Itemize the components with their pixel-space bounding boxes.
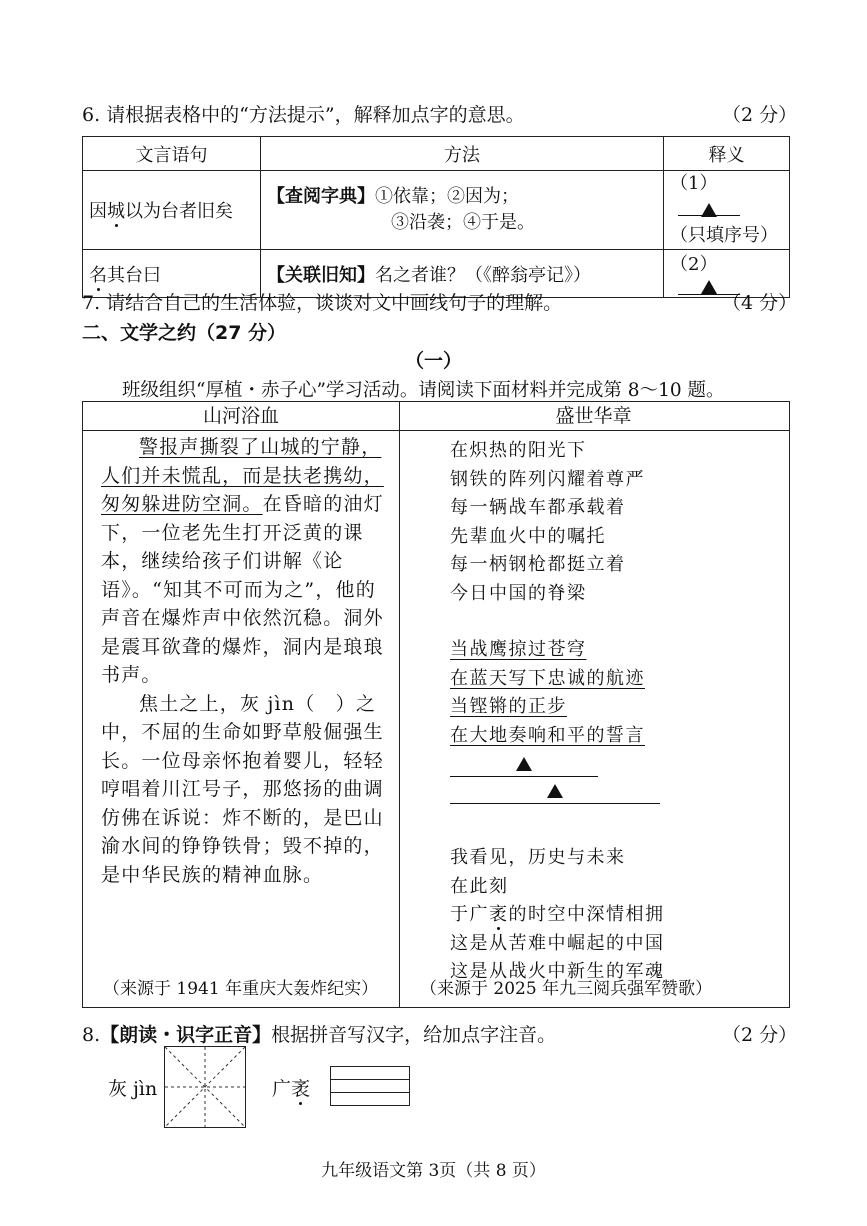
method-tag: 【查阅字典】 xyxy=(267,186,375,207)
pinyin-grid[interactable] xyxy=(330,1066,410,1104)
writing-grid[interactable] xyxy=(164,1046,246,1128)
q8-item2-label: 广袤 xyxy=(272,1078,311,1100)
triangle-icon xyxy=(516,757,532,771)
poem-line: 我看见，历史与未来 xyxy=(450,847,626,868)
triangle-icon xyxy=(701,280,717,294)
part-title: （一） xyxy=(404,350,462,372)
underlined-sentence: 警报声撕裂了山城的宁静，人们并未慌乱，而是扶老携幼，匆匆躲进防空洞。 xyxy=(101,436,384,515)
section-title: 二、文学之约（27 分） xyxy=(82,322,287,344)
poem-line: 先辈血火中的嘱托 xyxy=(450,525,606,547)
table-cell-sentence: 因城以为台者旧矣 xyxy=(83,171,261,250)
page-footer: 九年级语文第 3页（共 8 页） xyxy=(321,1161,546,1181)
poem-line: 每一柄钢枪都挺立着 xyxy=(450,554,626,575)
q8-tag: 【朗读・识字正音】 xyxy=(100,1024,272,1046)
method-line: ①依靠；②因为； xyxy=(375,186,519,207)
left-panel xyxy=(82,401,400,1008)
answer-label: （1） xyxy=(670,173,718,194)
q6-text: 6. 请根据表格中的“方法提示”，解释加点字的意思。 xyxy=(82,104,525,126)
poem-line-underlined: 当铿锵的正步 xyxy=(450,696,567,717)
answer-label: （2） xyxy=(670,254,718,275)
poem-blank[interactable] xyxy=(450,750,598,777)
right-panel-heading: 盛世华章 xyxy=(398,402,789,431)
table-cell-answer xyxy=(664,171,790,250)
poem-line: 在此刻 xyxy=(450,875,509,897)
method-tag: 【关联旧知】 xyxy=(267,264,375,286)
left-source: （来源于 1941 年重庆大轰炸纪实） xyxy=(103,979,379,999)
poem-line: 今日中国的脊梁 xyxy=(450,582,587,604)
part-intro: 班级组织“厚植・赤子心”学习活动。请阅读下面材料并完成第 8～10 题。 xyxy=(122,380,725,401)
left-prose xyxy=(83,431,399,889)
sentence-rest: 以为台者旧矣 xyxy=(125,201,233,222)
answer-blank[interactable] xyxy=(678,197,740,216)
poem-line: 这是从苦难中崛起的中国 xyxy=(450,932,665,954)
table-cell-method xyxy=(261,171,664,250)
q8-text: 8.【朗读・识字正音】根据拼音写汉字，给加点字注音。 xyxy=(82,1024,557,1046)
poem-line-underlined: 在大地奏响和平的誓言 xyxy=(450,724,645,746)
q8-score: （2 分） xyxy=(722,1024,798,1046)
grid-guides xyxy=(165,1047,245,1127)
poem-line: 钢铁的阵列闪耀着尊严 xyxy=(450,468,645,490)
poem-line: 这是从战火中新生的军魂 xyxy=(450,961,665,982)
table-header: 文言语句 xyxy=(83,137,261,171)
q7-text: 7. 请结合自己的生活体验，谈谈对文中画线句子的理解。 xyxy=(82,292,563,314)
q7-score: （4 分） xyxy=(722,292,798,314)
triangle-icon xyxy=(547,784,563,798)
q6-table xyxy=(82,136,790,298)
table-header: 方法 xyxy=(261,137,664,171)
poem xyxy=(398,431,789,987)
poem-line-underlined: 在蓝天写下忠诚的航迹 xyxy=(450,667,645,689)
poem-line: 在炽热的阳光下 xyxy=(450,440,587,461)
table-cell-sentence: 名其台曰 xyxy=(83,250,261,298)
left-panel-heading: 山河浴血 xyxy=(83,402,399,431)
method-line: 名之者谁？（《醉翁亭记》） xyxy=(375,264,591,286)
table-header: 释义 xyxy=(664,137,790,171)
poem-line: 每一辆战车都承载着 xyxy=(450,497,626,518)
triangle-icon xyxy=(701,203,717,217)
poem-line: 于广袤的时空中深情相拥 xyxy=(450,904,665,925)
para1-rest: 在昏暗的油灯下，一位老先生打开泛黄的课本，继续给孩子们讲解《论语》。“知其不可而为之”，他的声音在爆炸声中依然沉稳。洞外是震耳欲聋的爆炸，洞内是琅琅书声。 xyxy=(101,493,384,686)
q8-item1-label: 灰 jìn xyxy=(108,1078,158,1100)
method-line: ③沿袭；④于是。 xyxy=(391,212,535,233)
answer-note: （只填序号） xyxy=(670,225,778,246)
right-source: （来源于 2025 年九三阅兵强军赞歌） xyxy=(420,979,713,999)
right-panel xyxy=(398,401,790,1008)
poem-line-underlined: 当战鹰掠过苍穹 xyxy=(450,639,587,660)
poem-blank[interactable] xyxy=(450,777,660,804)
q6-score: （2 分） xyxy=(722,104,798,126)
para2: 焦土之上，灰 jìn（ ）之中，不屈的生命如野草般倔强生长。一位母亲怀抱着婴儿，轻轻哼唱着川江号子，那悠扬的曲调仿佛在诉说：炸不断的，是巴山渝水间的铮铮铁骨；毁不掉的，是中华民族的精神血脉。 xyxy=(101,692,384,886)
